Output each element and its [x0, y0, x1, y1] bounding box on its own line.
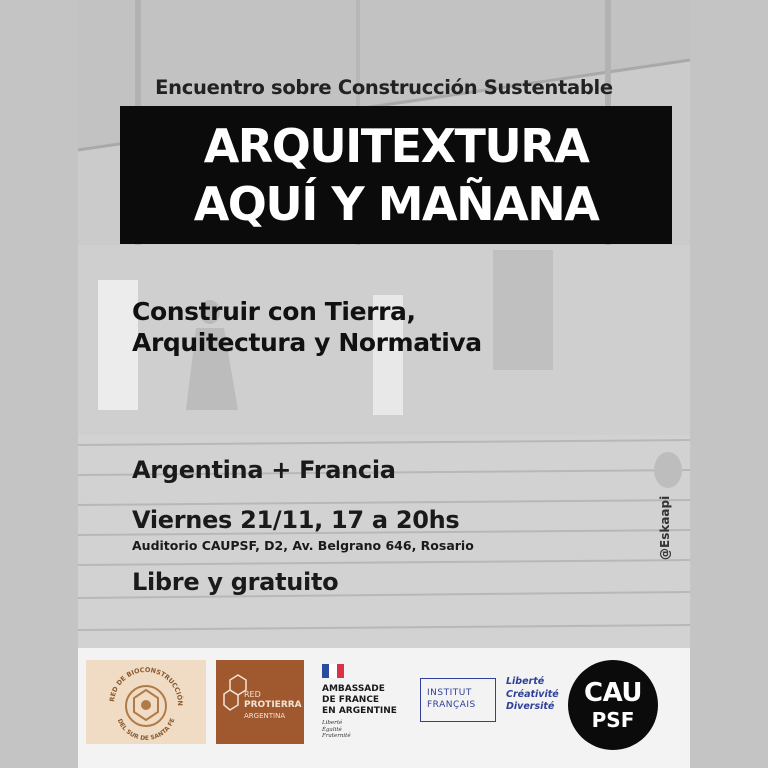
protierra-label-3: ARGENTINA: [244, 712, 286, 720]
event-countries: Argentina + Francia: [132, 456, 396, 484]
event-date: Viernes 21/11, 17 a 20hs: [132, 506, 460, 534]
event-admission: Libre y gratuito: [132, 568, 339, 596]
red-protierra-logo: [216, 660, 304, 744]
event-venue: Auditorio CAUPSF, D2, Av. Belgrano 646, Rosario: [132, 538, 474, 553]
title-line-2: AQUÍ Y MAÑANA: [193, 177, 599, 231]
french-marianne-icon: [322, 664, 344, 678]
sponsor-logos: [78, 648, 690, 768]
photo-credit: @Eskaapi: [658, 495, 672, 560]
protierra-label-2: PROTIERRA: [244, 700, 302, 710]
svg-text:RED DE BIOCONSTRUCCIÓN: RED DE BIOCONSTRUCCIÓN: [108, 665, 185, 707]
cau-label: CAU: [583, 678, 642, 708]
svg-text:DEL SUR DE SANTA FE: DEL SUR DE SANTA FE: [115, 717, 177, 743]
subtitle-line-2: Arquitectura y Normativa: [132, 328, 482, 357]
protierra-label-1: RED: [244, 690, 261, 699]
cau-psf-logo: [568, 660, 658, 750]
institut-motto: Liberté Créativité Diversité: [506, 676, 559, 712]
ambassade-motto: Liberté Égalité Fraternité: [322, 720, 351, 739]
event-kicker: Encuentro sobre Construcción Sustentable: [155, 76, 613, 99]
event-poster: [78, 0, 690, 768]
red-bioconstruccion-logo: [86, 660, 206, 744]
title-block: [120, 106, 672, 244]
psf-label: PSF: [591, 708, 635, 732]
ambassade-france-logo: [322, 664, 414, 748]
subtitle-line-1: Construir con Tierra,: [132, 297, 416, 326]
institut-name: INSTITUT FRANÇAIS: [427, 688, 476, 710]
institut-francais-logo: [420, 678, 496, 722]
bioconstruccion-emblem-icon: [86, 660, 206, 744]
ambassade-name: AMBASSADE DE FRANCE EN ARGENTINE: [322, 684, 397, 716]
event-subtitle: [132, 296, 652, 358]
title-line-1: ARQUITEXTURA: [203, 119, 589, 173]
